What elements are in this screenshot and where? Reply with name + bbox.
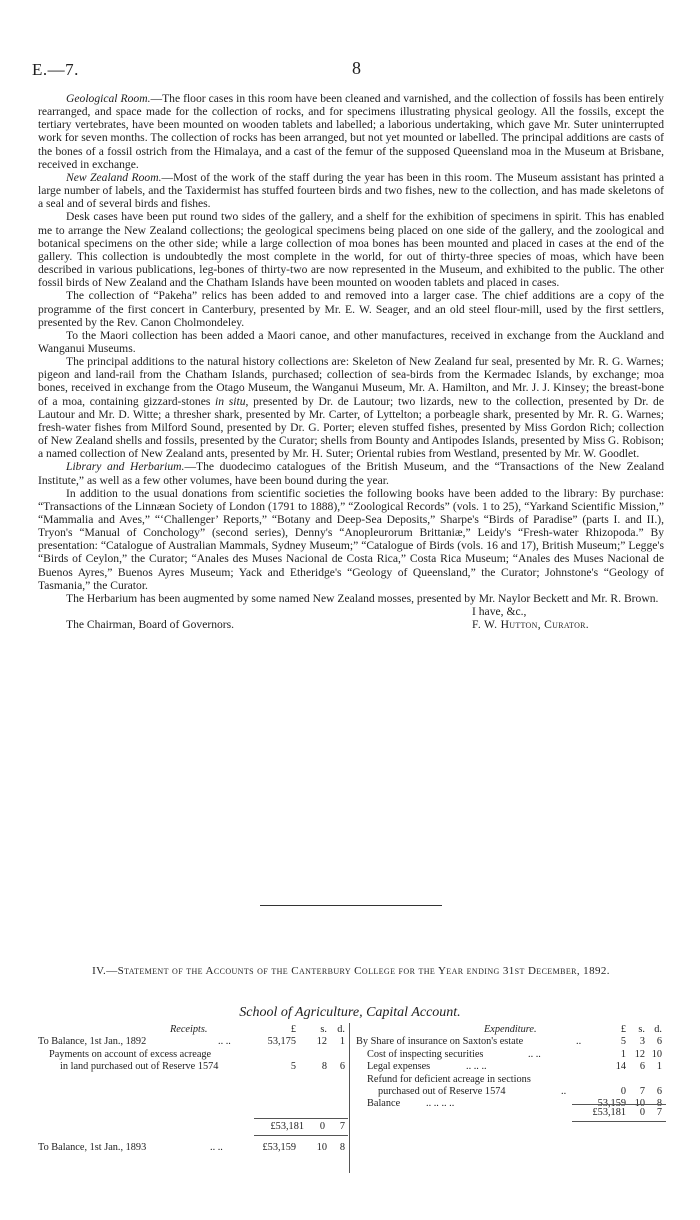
receipts-header-row [38, 1024, 348, 1036]
column-divider [349, 1023, 350, 1173]
statement-heading: IV.—Statement of the Accounts of the Canterbury College for the Year ending 31st December, 1892. [92, 965, 610, 977]
expenditure-total: £53,181 0 7 [592, 1107, 662, 1118]
report-body [38, 92, 664, 631]
closing-phrase: I have, &c., [472, 605, 527, 619]
receipt-row: Payments on account of excess acreage [49, 1048, 212, 1060]
receipts-total-rule-top [254, 1118, 348, 1119]
receipt-row: in land purchased out of Reserve 1574 5 8 6 [60, 1061, 345, 1073]
receipts-heading: Receipts. [170, 1024, 208, 1035]
receipt-row: To Balance, 1st Jan., 1892 .. .. 53,175 12 1 [38, 1036, 345, 1048]
paragraph-natural-history: The principal additions to the natural history collections are: Skeleton of New Zealand fur seal, presented by Mr. R. G. Warnes; pigeon and land-rail from the Chatham Islands, purchased; collection of sea-birds from the Kermadec Islands, by exchange; moa bones, received in exchange from the Otago Museum, the Wanganui Museum, Mr. A. Hamilton, and Mr. J. J. Kinsey; the breast-bone of a moa, containing gizzard-stones in situ, presented by Dr. de Lautour; two lizards, new to the collection, presented by Dr. de Lautour and Mr. D. Witte; a thresher shark, presented by Mr. Carter, of Lyttelton; a porbeagle shark, presented by Mr. R. G. Warnes; fresh-water fishes from Milford Sound, presented by Dr. G. Porter; eleven stuffed fishes, presented by Miss Gordon Rich; collection of New Zealand shells and fossils, presented by the Curator; shells from Bounty and Antipodes Islands, presented by Miss G. Robison; a named collection of New Zealand ants, presented by Mr. H. Suter; Oriental rubies from Westland, presented by Mr. W. Goodlet. [38, 355, 664, 461]
paragraph-library-herbarium: Library and Herbarium.—The duodecimo catalogues of the British Museum, and the “Transactions of the New Zealand Institute,” as well as a few other volumes, have been bound during the year. [38, 460, 665, 487]
expenditure-total-rule-top [572, 1104, 666, 1105]
addressee: The Chairman, Board of Governors. [66, 618, 235, 632]
report-reference: E.—7. [32, 60, 79, 79]
paragraph-maori-collection: To the Maori collection has been added a Maori canoe, and other manufactures, received in exchange from the Auckland and Wanganui Museums. [38, 328, 664, 355]
expenditure-header-row: Expenditure. £ s. d. [484, 1024, 662, 1035]
col-pound: £ [290, 1024, 296, 1035]
paragraph-herbarium: The Herbarium has been augmented by some named New Zealand mosses, presented by Mr. Naylor Beckett and Mr. R. Brown. [66, 591, 659, 605]
account-subtitle: School of Agriculture, Capital Account. [239, 1005, 461, 1020]
paragraph-pakeha-relics: The collection of “Pakeha” relics has been added to and removed into a larger case. The chief additions are a copy of the programme of the first concert in Canterbury, presented by Mr. E. W. Seager, and an old steel flour-mill, used by the first settlers, presented by the Rev. Canon Cholmondeley. [38, 289, 664, 329]
expenditure-row: Refund for deficient acreage in sections [367, 1073, 531, 1085]
expenditure-row: Balance .. .. .. .. 53,159 10 8 [367, 1098, 662, 1110]
section-title-geological-room: Geological Room. [66, 92, 151, 105]
expenditure-section [356, 1024, 666, 1111]
receipts-total: £53,181 0 7 [270, 1121, 345, 1132]
signature-line-2 [38, 618, 664, 631]
col-shilling: s. [320, 1024, 327, 1035]
paragraph-desk-cases: Desk cases have been put round two sides of the gallery, and a shelf for the exhibition of specimens in spirit. This has enabled me to arrange the New Zealand collections; the geological specimens being placed on one side of the gallery, and the zoological and botanical specimens on the other side; while a large collection of moa bones has been mounted and placed in cases at the end of the gallery. This collection is undoubtedly the most complete in the world, for out of thirty-three species of moas, which have been described in various publications, leg-bones of thirty-two are now represented in the Museum, and exhibited to the public. The other fossil birds of New Zealand and the Chatham Islands have been mounted on wooden tablets and placed in cases. [38, 210, 664, 290]
col-pence: d. [337, 1024, 345, 1035]
section-title-library-herbarium: Library and Herbarium. [66, 460, 185, 474]
signatory: F. W. Hutton, Curator. [472, 618, 590, 632]
expenditure-total-rule-bottom [572, 1121, 666, 1122]
carried-balance: To Balance, 1st Jan., 1893 .. .. £53,159 10 8 [38, 1142, 345, 1153]
paragraph-books-added: In addition to the usual donations from scientific societies the following books have been added to the library: By purchase: “Transactions of the Linnæan Society of London (1791 to 1888),” “Zoological Records” (vols. 1 to 25), “Yarkand Scientific Mission,” “Mammalia and Aves,” “‘Challenger’ Reports,” “Botany and Deep-Sea Deposits,” Sharpe's “Birds of Paradise” (parts I. and II.), Tryon's “Manual of Conchology” (second series), Denny's “Anopleurorum Brittaniæ,” Leidy's “Fresh-water Rhizopoda.” By presentation: “Catalogue of Australian Mammals, Sydney Museum;” “Catalogue of Birds (vols. 16 and 17), British Museum;” Legge's “Birds of Ceylon,” the Curator; “Anales des Muses Nacional de Costa Rica,” Costa Rica Museum; “Anales des Muses Nacional de Buenos Ayres,” Buenos Ayres Museum; Yack and Etheridge's “Geology of Queensland,” the Curator; Johnstone's “Geology of Tasmania,” the Curator. [38, 486, 664, 592]
page-number: 8 [352, 58, 361, 78]
signature-line-1 [38, 605, 664, 618]
expenditure-row: purchased out of Reserve 1574 .. 0 7 6 [378, 1085, 662, 1097]
expenditure-heading: Expenditure. [484, 1024, 537, 1035]
paragraph-new-zealand-room: New Zealand Room.—Most of the work of the staff during the year has been in this room. The Museum assistant has printed a large number of labels, and the Taxidermist has stuffed fourteen birds and two fishes, new to the collection, and has made skeletons of a seal and of several birds and fishes. [38, 170, 664, 211]
expenditure-row: Legal expenses .. .. .. 14 6 1 [367, 1061, 662, 1073]
expenditure-row: Cost of inspecting securities .. .. 1 12 10 [367, 1048, 662, 1060]
section-title-new-zealand-room: New Zealand Room. [66, 170, 162, 184]
expenditure-row: By Share of insurance on Saxton's estate .. 5 3 6 [356, 1036, 662, 1048]
section-divider [260, 905, 442, 906]
paragraph-geological-room: Geological Room.—The floor cases in this room have been cleaned and varnished, and the collection of fossils has been entirely rearranged, and space made for the collection of rocks, and for specimens illustrating physical geology. All the fossils, except the tertiary vertebrates, have been mounted on wooden tablets and labelled; a laborious undertaking, which gave Mr. Suter uninterrupted work for seven months. The collection of rocks has been arranged, but not yet mounted or labelled. The principal additions are casts of the bones of a fossil ostrich from the Himalaya, and a cast of the femur of the supposed Queensland moa in the Museum at Brisbane, received in exchange. [38, 92, 664, 171]
receipts-total-rule-bottom [254, 1135, 348, 1136]
receipts-section [38, 1024, 348, 1074]
